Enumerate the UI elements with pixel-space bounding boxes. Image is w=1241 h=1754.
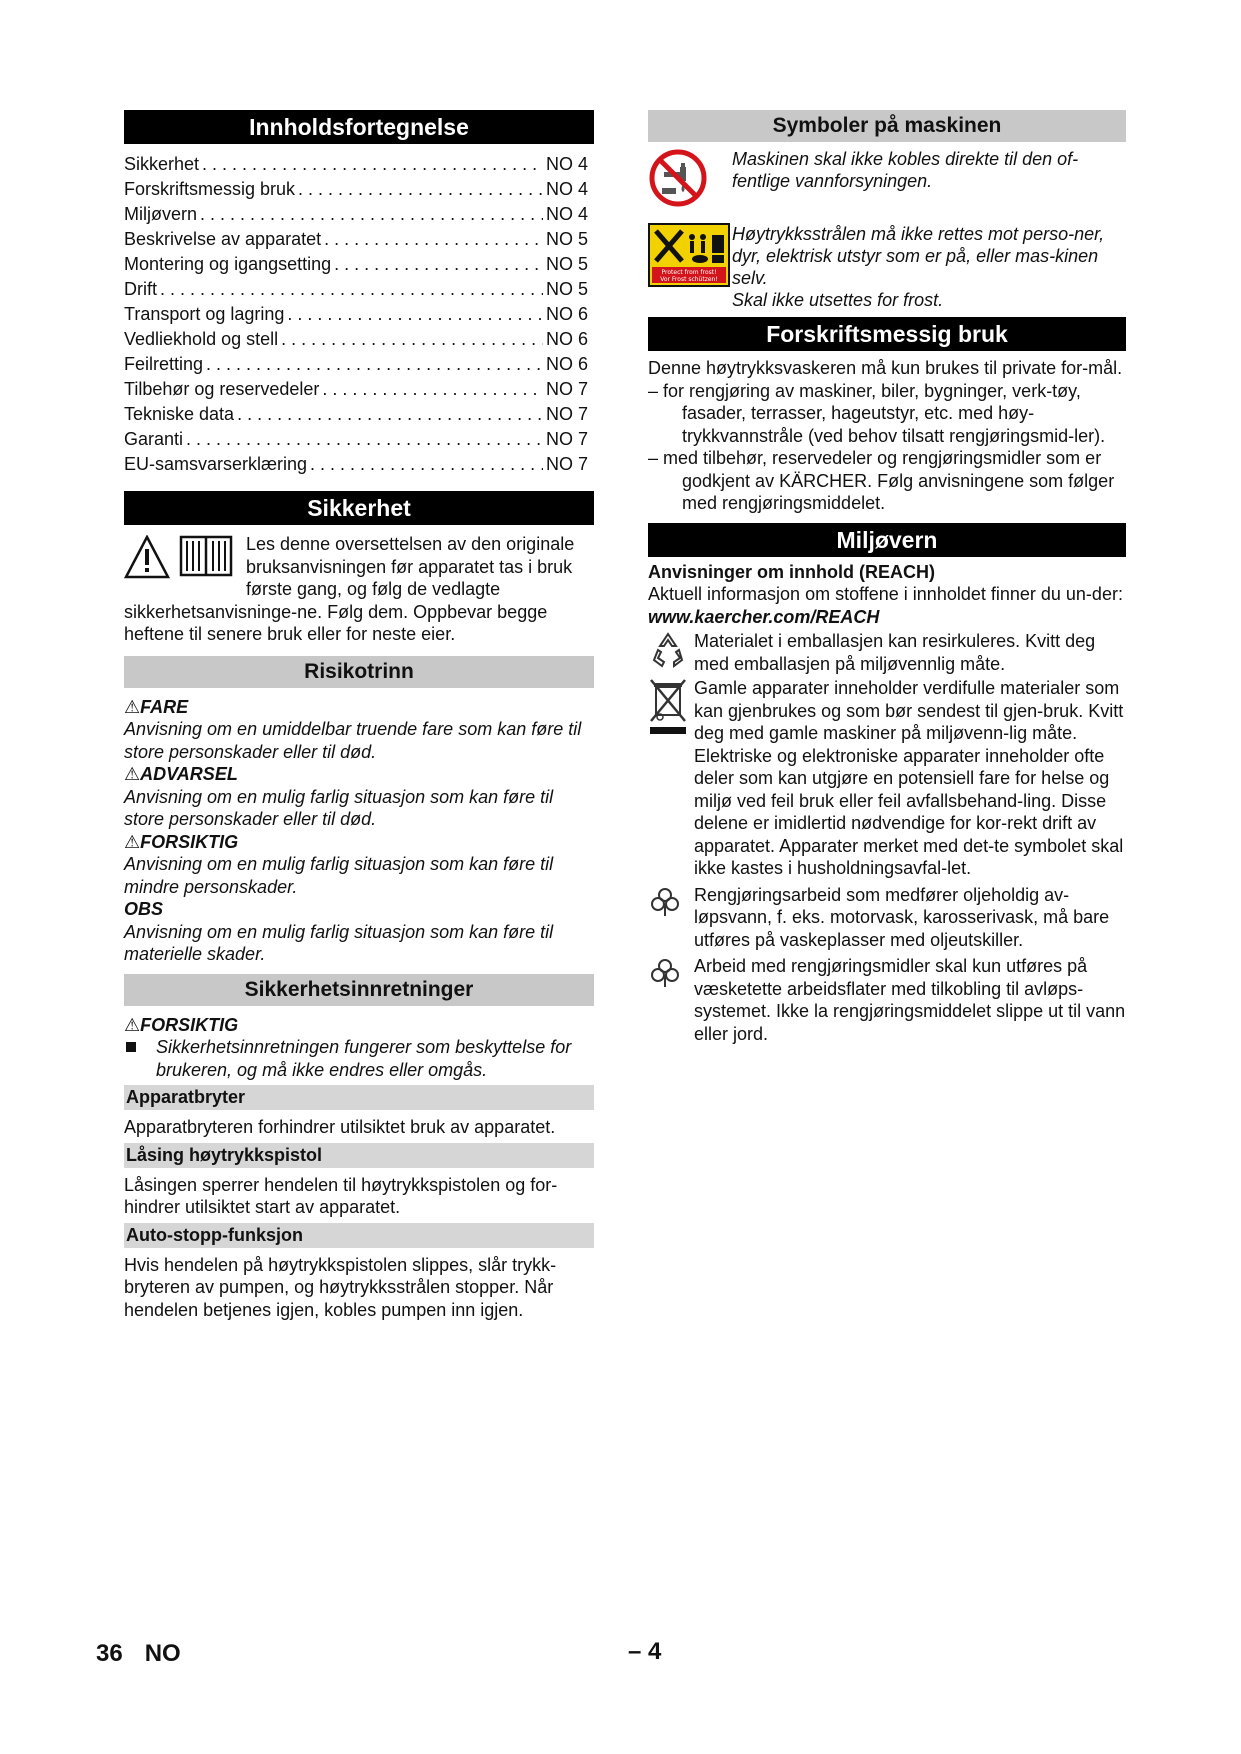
intended-use-heading: Forskriftsmessig bruk	[648, 317, 1126, 351]
intended-use-list	[648, 380, 1126, 515]
safety-device-subsections	[124, 1085, 594, 1321]
symbol-text: Maskinen skal ikke kobles direkte til den of-fentlige vannforsyningen.	[732, 149, 1079, 191]
toc-entry-label: Garanti	[124, 429, 184, 449]
toc-leader-dots	[281, 327, 543, 352]
caution-text: Sikkerhetsinnretningen fungerer som beskyttelse for brukeren, og må ikke endres eller omgås.	[156, 1037, 572, 1080]
toc-entry-page: NO 6	[546, 329, 589, 349]
safety-devices-caution	[124, 1014, 594, 1082]
warning-triangle-icon	[124, 535, 170, 579]
toc-entry-label: Vedliekhold og stell	[124, 329, 279, 349]
symbol-row	[648, 148, 1126, 213]
toc-entry[interactable]	[124, 427, 594, 452]
toc-entry-label: Transport og lagring	[124, 304, 285, 324]
intended-use-body	[648, 357, 1126, 515]
toc-entry[interactable]	[124, 177, 594, 202]
label-text-line1: Protect from frost!	[661, 269, 717, 276]
intended-use-item: – med tilbehør, reservedeler og rengjøringsmidler som er godkjent av KÄRCHER. Følg anvisningene som følger med rengjøringsmiddelet.	[648, 448, 1115, 513]
toc-leader-dots	[287, 302, 543, 327]
reach-link[interactable]: www.kaercher.com/REACH	[648, 606, 880, 627]
toc-leader-dots	[324, 227, 543, 252]
toc-entry-label: Sikkerhet	[124, 154, 200, 174]
toc-entry-page: NO 4	[546, 204, 589, 224]
subsection-text: Apparatbryteren forhindrer utilsiktet bruk av apparatet.	[124, 1117, 556, 1137]
environment-body	[648, 561, 1126, 1046]
env-icon-cell	[648, 955, 694, 1045]
toc-entry[interactable]	[124, 252, 594, 277]
language-code: NO	[144, 1640, 181, 1667]
toc-entry-label: Miljøvern	[124, 204, 198, 224]
toc-entry-page: NO 7	[546, 429, 589, 449]
toc-entry-page: NO 5	[546, 279, 589, 299]
toc-entry[interactable]	[124, 202, 594, 227]
warning-triangle-icon: ⚠	[124, 764, 141, 784]
toc-leader-dots	[237, 402, 543, 427]
toc-entry-page: NO 7	[546, 454, 589, 474]
symbol-icon-cell	[648, 148, 732, 213]
toc-entry-label: Forskriftsmessig bruk	[124, 179, 296, 199]
bullet-square-icon	[126, 1042, 136, 1052]
risk-level-label: ⚠ADVARSEL	[124, 764, 238, 784]
env-text	[694, 677, 1126, 880]
risk-level-text: Anvisning om en mulig farlig situasjon som kan føre til store personskader eller til død.	[124, 786, 554, 829]
toc-leader-dots	[310, 452, 543, 477]
symbol-row	[648, 223, 1126, 311]
intended-use-intro: Denne høytrykksvaskeren må kun brukes til private for-mål.	[648, 358, 1123, 378]
warning-triangle-icon: ⚠	[124, 831, 141, 852]
subsection-heading: Auto-stopp-funksjon	[124, 1223, 594, 1248]
symbol-text-part1: Høytrykksstrålen må ikke rettes mot perso-ner, dyr, elektrisk utstyr som er på, eller mas-kinen selv.	[732, 224, 1105, 288]
table-of-contents	[124, 152, 594, 477]
reach-text: Aktuell informasjon om stoffene i innholdet finner du un-der:	[648, 584, 1123, 604]
toc-entry-label: Drift	[124, 279, 157, 299]
manual-book-icon	[178, 533, 234, 579]
symbol-text	[732, 223, 1126, 311]
risk-level-label: OBS	[124, 899, 164, 919]
safety-intro-text: Les denne oversettelsen av den originale bruksanvisningen før apparatet tas i bruk første gang, og følg de vedlagte sikkerhetsanvisninge-ne. Følg dem. Oppbevar begge heftene til senere bruk eller for neste eier.	[124, 534, 575, 644]
safety-intro	[124, 533, 594, 646]
toc-entry-page: NO 6	[546, 354, 589, 374]
toc-leader-dots	[202, 152, 543, 177]
page-footer	[96, 1640, 203, 1668]
risk-levels	[124, 696, 594, 966]
safety-heading: Sikkerhet	[124, 491, 594, 525]
env-text: Materialet i emballasjen kan resirkuleres. Kvitt deg med emballasjen på miljøvennlig måte.	[694, 631, 1096, 674]
symbol-text-part2: Skal ikke utsettes for frost.	[732, 290, 944, 310]
toc-entry-label: Montering og igangsetting	[124, 254, 332, 274]
env-text-part1: Gamle apparater inneholder verdifulle materialer som kan gjenbrukes og som bør sendest til gjen-bruk. Kvitt deg med gamle maskiner på miljøvenn-lig måte.	[694, 678, 1124, 743]
subsection-heading: Apparatbryter	[124, 1085, 594, 1110]
env-row-detergent	[648, 955, 1126, 1045]
page-number: 36	[96, 1640, 123, 1667]
no-tap-water-icon	[648, 148, 708, 208]
env-text: Arbeid med rengjøringsmidler skal kun utføres på væsketette arbeidsflater med tilkobling til avløps-systemet. Ikke la rengjøringsmiddelet slippe ut til vann eller jord.	[694, 956, 1126, 1044]
toc-leader-dots	[160, 277, 543, 302]
env-row-weee	[648, 677, 1126, 880]
toc-entry[interactable]	[124, 302, 594, 327]
page-center-marker: – 4	[628, 1638, 662, 1665]
environment-protection-icon	[648, 955, 682, 989]
toc-entry[interactable]	[124, 402, 594, 427]
intended-use-item: – for rengjøring av maskiner, biler, bygninger, verk-tøy, fasader, terrasser, hageutstyr, etc. med høy-trykkvannstråle (ved behov tilsatt rengjøringsmid-ler).	[648, 380, 1106, 446]
env-row-oil	[648, 884, 1126, 952]
toc-entry-page: NO 7	[546, 404, 589, 424]
toc-entry[interactable]	[124, 152, 594, 177]
risk-level-label: ⚠FARE	[124, 696, 189, 717]
caution-bullet	[124, 1036, 594, 1081]
safety-devices-heading: Sikkerhetsinnretninger	[124, 974, 594, 1006]
warning-triangle-icon: ⚠	[124, 1014, 141, 1035]
toc-entry-label: Tekniske data	[124, 404, 235, 424]
env-text: Rengjøringsarbeid som medfører oljeholdig av-løpsvann, f. eks. motorvask, karosserivask, må bare utføres på vaskeplasser med oljeutskiller.	[694, 884, 1110, 950]
env-icon-cell	[648, 677, 694, 880]
toc-leader-dots	[322, 377, 543, 402]
subsection-text: Låsingen sperrer hendelen til høytrykkspistolen og for-hindrer utilsiktet start av apparatet.	[124, 1174, 558, 1217]
toc-leader-dots	[206, 352, 543, 377]
reach-heading: Anvisninger om innhold (REACH)	[648, 561, 935, 582]
toc-heading: Innholdsfortegnelse	[124, 110, 594, 144]
toc-entry-label: EU-samsvarserklæring	[124, 454, 308, 474]
recycling-icon	[648, 630, 688, 670]
caution-label: ⚠FORSIKTIG	[124, 1014, 239, 1035]
toc-entry-page: NO 5	[546, 254, 589, 274]
risk-level-text: Anvisning om en umiddelbar truende fare som kan føre til store personskader eller til død.	[124, 719, 582, 762]
toc-entry-label: Beskrivelse av apparatet	[124, 229, 322, 249]
risk-level-text: Anvisning om en mulig farlig situasjon som kan føre til materielle skader.	[124, 921, 554, 964]
toc-entry-page: NO 5	[546, 229, 589, 249]
risk-heading: Risikotrinn	[124, 656, 594, 688]
label-text-line2: Vor Frost schützen!	[660, 276, 718, 283]
env-icon-cell	[648, 630, 694, 675]
toc-entry-label: Tilbehør og reservedeler	[124, 379, 320, 399]
warning-triangle-icon: ⚠	[124, 696, 141, 717]
toc-entry[interactable]	[124, 377, 594, 402]
high-pressure-warning-label-icon	[648, 223, 730, 287]
toc-leader-dots	[298, 177, 543, 202]
env-text-part2: Elektriske og elektroniske apparater inneholder ofte deler som kan utgjøre en potensiell fare for helse og miljø ved feil bruk eller feil avfallsbehand-ling. Disse delene er imidlertid nødvendige for kor-rekt drift av apparatet. Apparater merket med det-te symbolet skal ikke kastes i husholdningsavfal-let.	[694, 745, 1124, 878]
toc-entry[interactable]	[124, 452, 594, 477]
subsection-text: Hvis hendelen på høytrykkspistolen slippes, slår trykk-bryteren av pumpen, og høytrykksstrålen stopper. Når hendelen betjenes igjen, kobles pumpen inn igjen.	[124, 1254, 557, 1320]
right-column	[648, 110, 1126, 1045]
toc-leader-dots	[200, 202, 543, 227]
toc-leader-dots	[334, 252, 543, 277]
toc-entry[interactable]	[124, 227, 594, 252]
symbol-icon-cell	[648, 223, 732, 311]
toc-entry[interactable]	[124, 277, 594, 302]
crossed-bin-icon	[648, 677, 688, 737]
toc-leader-dots	[186, 427, 543, 452]
toc-entry[interactable]	[124, 327, 594, 352]
env-row-recycling	[648, 630, 1126, 675]
risk-level-text: Anvisning om en mulig farlig situasjon som kan føre til mindre personskader.	[124, 854, 554, 897]
toc-entry-page: NO 4	[546, 179, 589, 199]
toc-entry-label: Feilretting	[124, 354, 204, 374]
environment-protection-icon	[648, 884, 682, 918]
toc-entry-page: NO 4	[546, 154, 589, 174]
toc-entry-page: NO 7	[546, 379, 589, 399]
environment-heading: Miljøvern	[648, 523, 1126, 557]
env-icon-cell	[648, 884, 694, 952]
subsection-heading: Låsing høytrykkspistol	[124, 1143, 594, 1168]
toc-entry-page: NO 6	[546, 304, 589, 324]
symbols-heading: Symboler på maskinen	[648, 110, 1126, 142]
toc-entry[interactable]	[124, 352, 594, 377]
risk-level-label: ⚠FORSIKTIG	[124, 831, 239, 852]
left-column	[124, 110, 594, 1321]
intro-icons	[124, 533, 240, 579]
